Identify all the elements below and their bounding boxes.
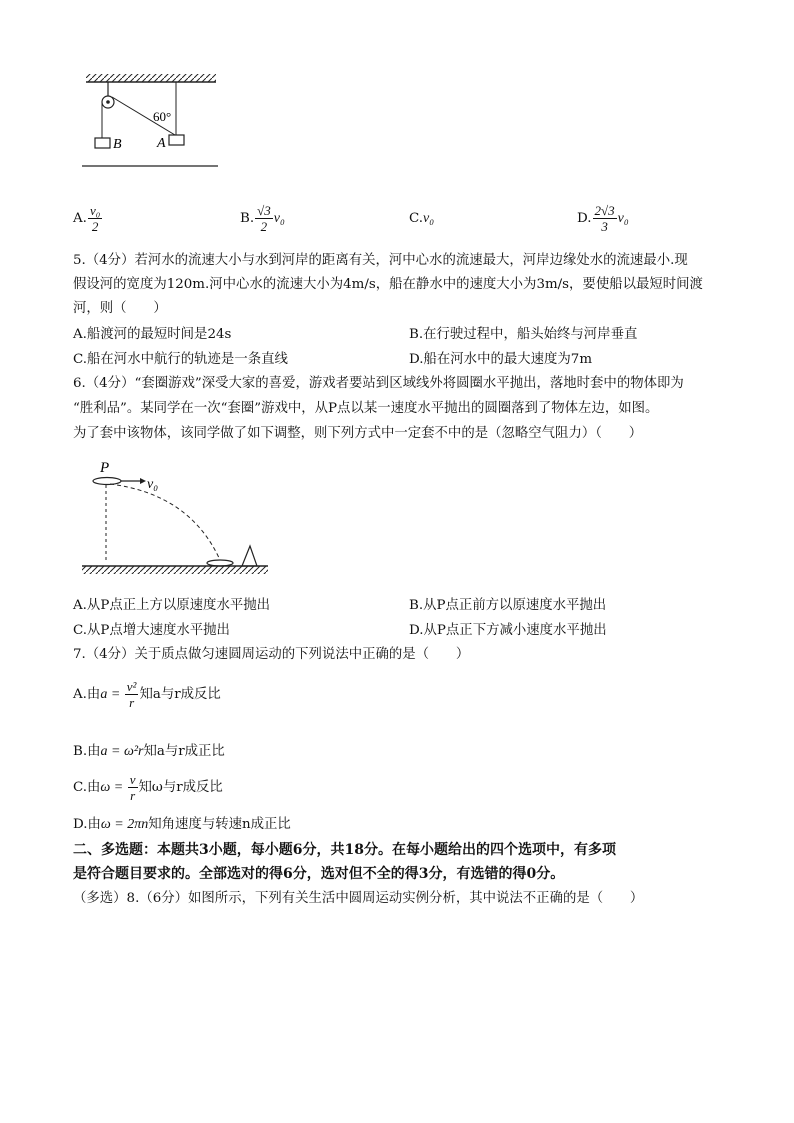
q7-stem: 7.（4分）关于质点做匀速圆周运动的下列说法中正确的是（ ） bbox=[73, 647, 470, 662]
q4-option-c: C.v₀ bbox=[409, 211, 435, 226]
angle-label: 60° bbox=[153, 109, 172, 124]
q6-stem-1: 6.（4分）“套圈游戏”深受大家的喜爱，游戏者要站到区域线外将圆圈水平抛出，落地时套中的物体即为 bbox=[73, 376, 684, 391]
q7-option-a: A.由a = $\frac{\text{v²}}{r}$ 知a与r成反比 bbox=[73, 679, 221, 710]
pulley-figure bbox=[80, 72, 220, 172]
block-a bbox=[169, 135, 184, 145]
label-v0: v₀ bbox=[147, 477, 159, 492]
q4-option-d: D. $\frac{2√3}{3}$ v₀ bbox=[577, 203, 629, 234]
q5-option-a: A.船渡河的最短时间是24s bbox=[73, 327, 232, 342]
q7-option-d: D.由ω = 2πn知角速度与转速n成正比 bbox=[73, 817, 291, 832]
q5-stem-2: 假设河的宽度为120m.河中心水的流速大小为4m/s，船在静水中的速度大小为3m/s，要使船以最短时间渡 bbox=[73, 277, 703, 292]
label-p: P bbox=[100, 460, 110, 476]
section2-heading-1: 二、多选题：本题共3小题，每小题6分，共18分。在每小题给出的四个选项中，有多项 bbox=[73, 842, 616, 858]
label-b: B bbox=[113, 137, 122, 152]
q6-stem-2: “胜利品”。某同学在一次“套圈”游戏中，从P点以某一速度水平抛出的圆圈落到了物体左边，如图。 bbox=[73, 401, 659, 416]
q7-option-c: C.由ω = $\frac{v}{r}$ 知ω与r成反比 bbox=[73, 772, 223, 803]
q4-option-b: B. $\frac{√3}{2}$ v₀ bbox=[240, 203, 285, 234]
q5-option-c: C.船在河水中航行的轨迹是一条直线 bbox=[73, 352, 288, 367]
trajectory bbox=[110, 484, 220, 560]
ring-start bbox=[93, 478, 121, 485]
q6-option-a: A.从P点正上方以原速度水平抛出 bbox=[73, 598, 271, 613]
q5-option-b: B.在行驶过程中，船头始终与河岸垂直 bbox=[409, 327, 638, 342]
q5-stem-1: 5.（4分）若河水的流速大小与水到河岸的距离有关，河中心水的流速最大，河岸边缘处水的流速最小.现 bbox=[73, 253, 688, 268]
q6-option-d: D.从P点正下方减小速度水平抛出 bbox=[409, 623, 607, 638]
label-a: A bbox=[157, 136, 166, 151]
ring-landed bbox=[207, 560, 233, 566]
q4-option-a: A. $\frac{\text{v₀}}{2}$ bbox=[73, 203, 101, 234]
target-object bbox=[242, 546, 257, 566]
q8-stem: （多选）8.（6分）如图所示，下列有关生活中圆周运动实例分析，其中说法不正确的是（ ） bbox=[73, 891, 644, 906]
block-b bbox=[95, 138, 110, 148]
ring-toss-figure bbox=[80, 458, 275, 580]
q5-option-d: D.船在河水中的最大速度为7m bbox=[409, 352, 593, 367]
q6-option-c: C.从P点增大速度水平抛出 bbox=[73, 623, 230, 638]
q6-stem-3: 为了套中该物体，该同学做了如下调整，则下列方式中一定套不中的是（忽略空气阻力）（ ） bbox=[73, 426, 643, 441]
q7-option-b: B.由a = ω²r知a与r成正比 bbox=[73, 744, 225, 759]
q5-stem-3: 河，则（ ） bbox=[73, 301, 167, 316]
section2-heading-2: 是符合题目要求的。全部选对的得6分，选对但不全的得3分，有选错的得0分。 bbox=[73, 866, 565, 882]
ceiling bbox=[86, 74, 216, 82]
q6-option-b: B.从P点正前方以原速度水平抛出 bbox=[409, 598, 607, 613]
